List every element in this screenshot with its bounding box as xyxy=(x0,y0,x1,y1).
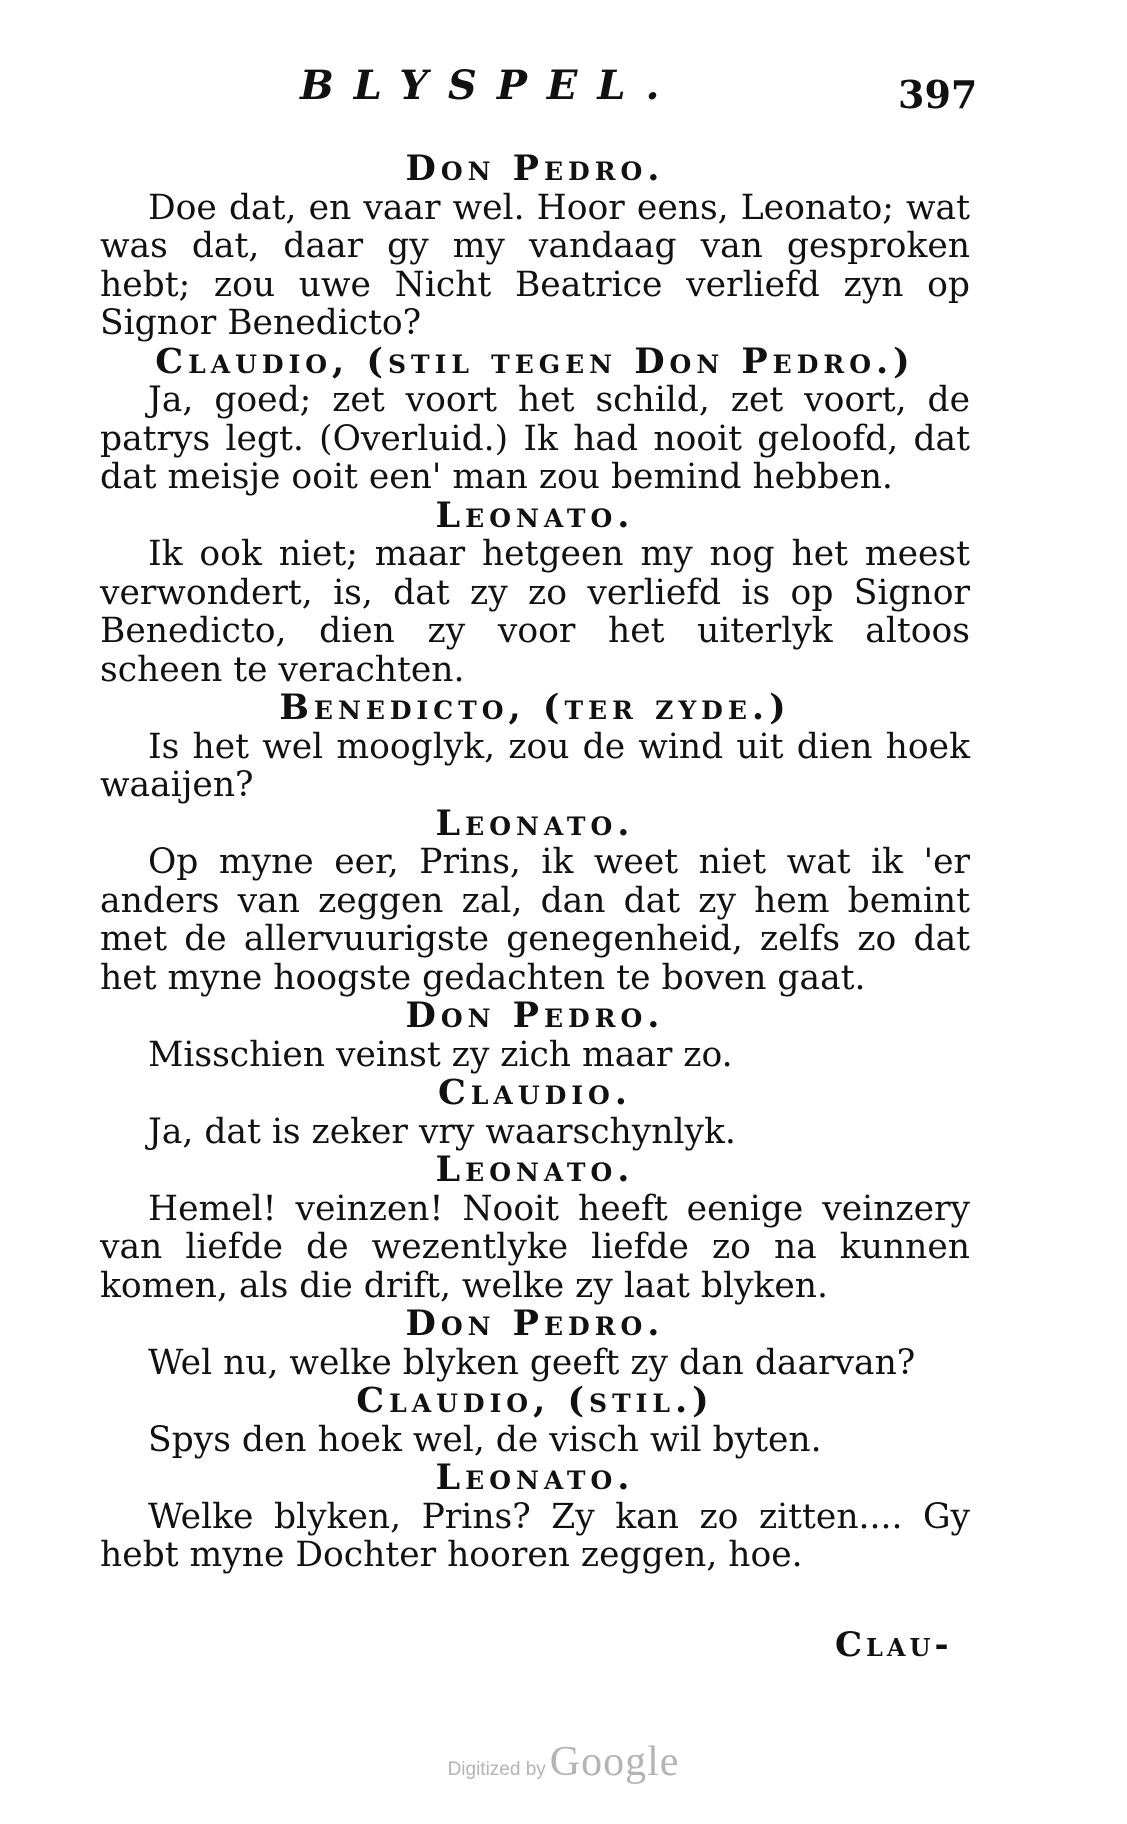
speaker-heading: Leonato. xyxy=(435,802,635,844)
speaker-heading: Leonato. xyxy=(435,1149,635,1190)
digitization-watermark xyxy=(0,1738,1127,1786)
speech-text: Ja, goed; zet voort het schild, zet voort, de patrys legt. (Overluid.) Ik had nooit geloofd, dat dat meisje ooit een' man zou bemind hebben. xyxy=(100,380,970,497)
speech-text: Is het wel mooglyk, zou de wind uit dien hoek waaijen? xyxy=(100,726,970,805)
speech-text: Ja, dat is zeker vry waarschynlyk. xyxy=(148,1111,736,1152)
speaker-heading: Don Pedro. xyxy=(405,1303,665,1344)
speaker-heading: Leonato. xyxy=(435,1457,635,1498)
speaker-heading: Don Pedro. xyxy=(405,148,665,189)
speech-text: Welke blyken, Prins? Zy kan zo zitten.... Gy hebt myne Dochter hooren zeggen, hoe. xyxy=(100,1496,970,1575)
speech-text: Op myne eer, Prins, ik weet niet wat ik 'er anders van zeggen zal, dan dat zy hem bemint met de allervuurigste genegenheid, zelfs zo dat het myne hoogste gedachten te boven gaat. xyxy=(100,842,970,998)
google-logo-text: Google xyxy=(549,1739,680,1785)
speaker-heading: Benedicto, (ter zyde.) xyxy=(279,687,791,728)
running-title: BLYSPEL. xyxy=(300,62,680,109)
speaker-heading: Claudio, (stil tegen Don Pedro.) xyxy=(155,340,915,382)
speaker-heading: Don Pedro. xyxy=(405,995,665,1036)
catchword: Clau- xyxy=(835,1625,953,1665)
speech-text: Misschien veinst zy zich maar zo. xyxy=(148,1034,733,1075)
watermark-prefix: Digitized by xyxy=(447,1759,546,1780)
speech-text: Wel nu, welke blyken geeft zy dan daarvan? xyxy=(148,1342,916,1383)
speaker-heading: Leonato. xyxy=(435,494,635,536)
speech-text: Spys den hoek wel, de visch wil byten. xyxy=(148,1419,822,1460)
speaker-heading: Claudio. xyxy=(438,1072,632,1113)
speaker-heading: Claudio, (stil.) xyxy=(356,1380,714,1421)
speech-text: Hemel! veinzen! Nooit heeft eenige veinzery van liefde de wezentlyke liefde zo na kunnen komen, als die drift, welke zy laat blyken. xyxy=(100,1188,970,1306)
play-text xyxy=(100,150,970,1575)
page-number: 397 xyxy=(898,72,978,117)
speech-text: Doe dat, en vaar wel. Hoor eens, Leonato; wat was dat, daar gy my vandaag van gesproken hebt; zou uwe Nicht Beatrice verliefd zyn op Signor Benedicto? xyxy=(100,187,970,343)
speech-text: Ik ook niet; maar hetgeen my nog het meest verwondert, is, dat zy zo verliefd is op Signor Benedicto, dien zy voor het uiterlyk altoos scheen te verachten. xyxy=(100,534,970,690)
